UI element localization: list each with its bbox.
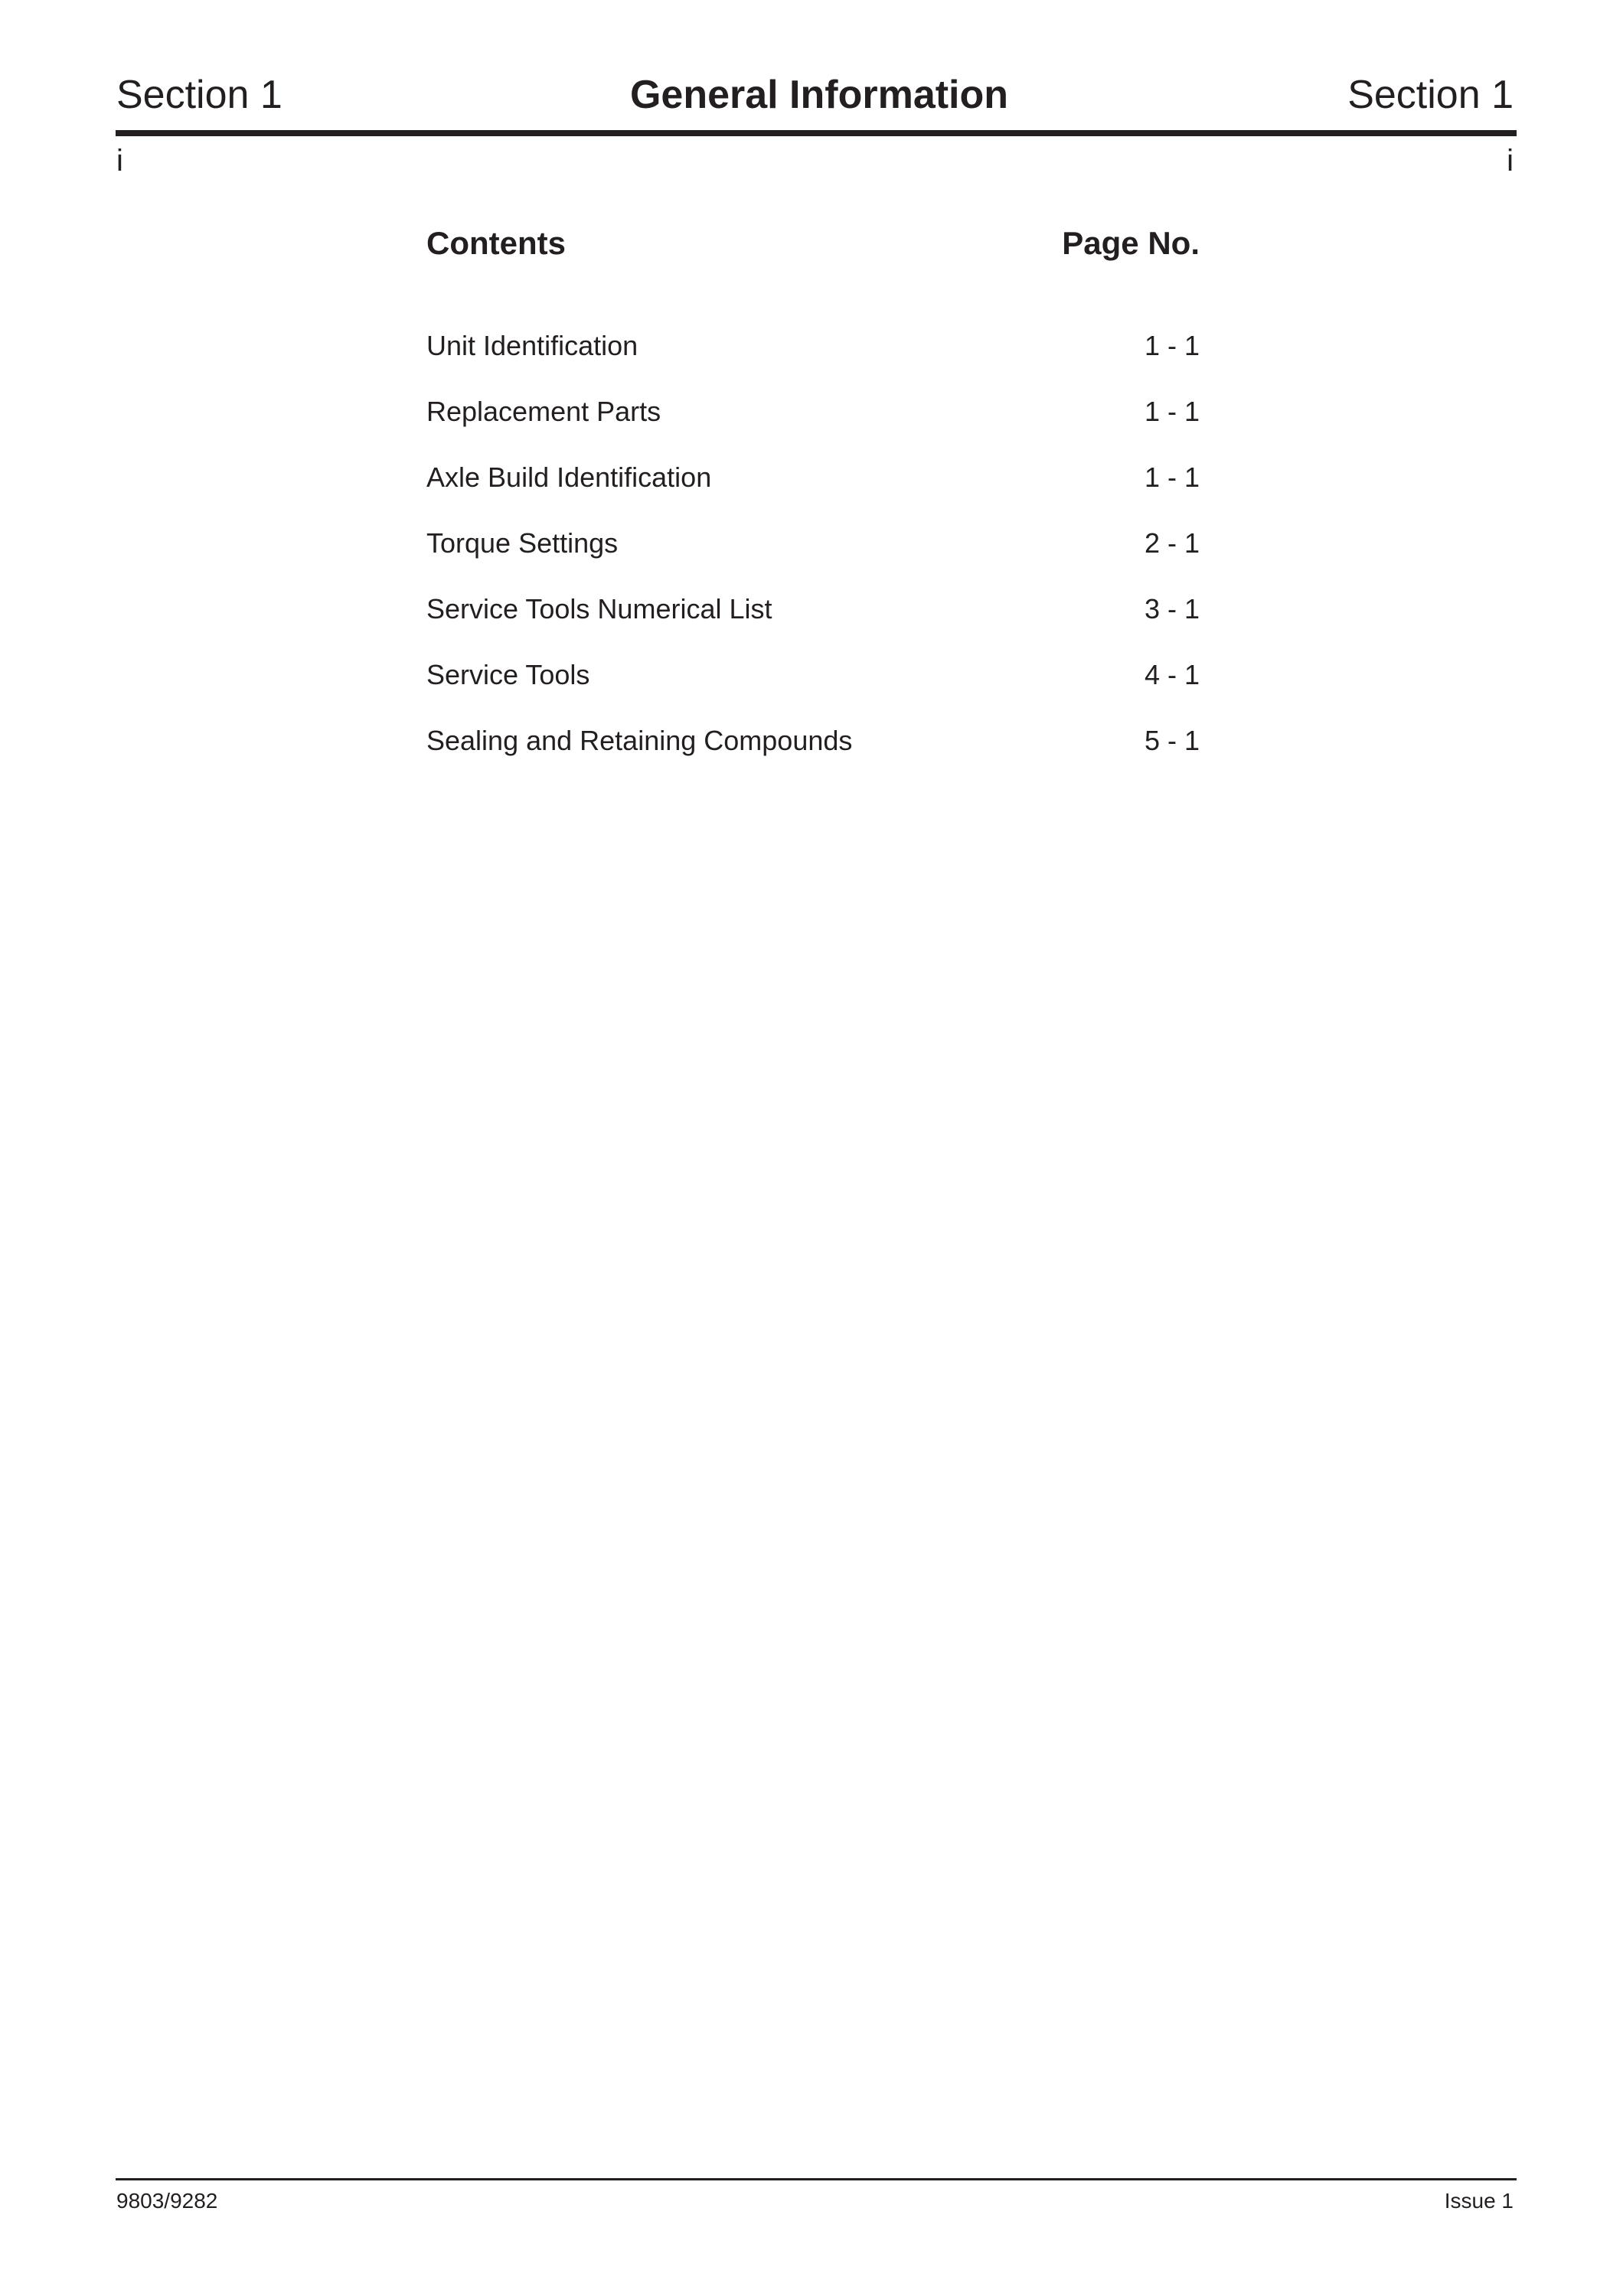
issue-label: Issue 1 — [1444, 2189, 1514, 2213]
toc-entry-page: 2 - 1 — [1144, 527, 1200, 559]
toc-entry-title: Service Tools — [426, 659, 590, 690]
toc-header-row — [426, 223, 1200, 263]
page-marker-left: i — [116, 144, 123, 178]
toc-entry[interactable] — [426, 527, 1200, 560]
header-rule — [116, 130, 1517, 136]
toc-entry-page: 5 - 1 — [1144, 725, 1200, 756]
document-number: 9803/9282 — [116, 2189, 218, 2213]
toc-entry-page: 1 - 1 — [1144, 330, 1200, 361]
toc-entry[interactable] — [426, 395, 1200, 429]
page-marker-right: i — [1507, 144, 1514, 178]
toc-entry-page: 1 - 1 — [1144, 461, 1200, 493]
toc-entry-title: Axle Build Identification — [426, 461, 712, 493]
toc-entry-title: Torque Settings — [426, 527, 619, 559]
table-of-contents — [426, 223, 1200, 790]
toc-entry-page: 1 - 1 — [1144, 396, 1200, 427]
header-section-right: Section 1 — [1347, 73, 1514, 117]
toc-entry-page: 3 - 1 — [1144, 593, 1200, 625]
toc-entry-title: Service Tools Numerical List — [426, 593, 772, 625]
page-no-heading: Page No. — [1062, 225, 1200, 261]
toc-entry-title: Unit Identification — [426, 330, 638, 361]
toc-entry[interactable] — [426, 461, 1200, 494]
toc-entry[interactable] — [426, 329, 1200, 363]
contents-heading: Contents — [426, 225, 566, 261]
toc-entry-page: 4 - 1 — [1144, 659, 1200, 690]
toc-entry[interactable] — [426, 724, 1200, 758]
page-title: General Information — [629, 73, 1009, 117]
toc-entry-title: Replacement Parts — [426, 396, 661, 427]
toc-entry[interactable] — [426, 592, 1200, 626]
toc-entry[interactable] — [426, 658, 1200, 692]
toc-entry-title: Sealing and Retaining Compounds — [426, 725, 853, 756]
header-section-left: Section 1 — [116, 73, 282, 117]
footer-rule — [116, 2178, 1517, 2180]
